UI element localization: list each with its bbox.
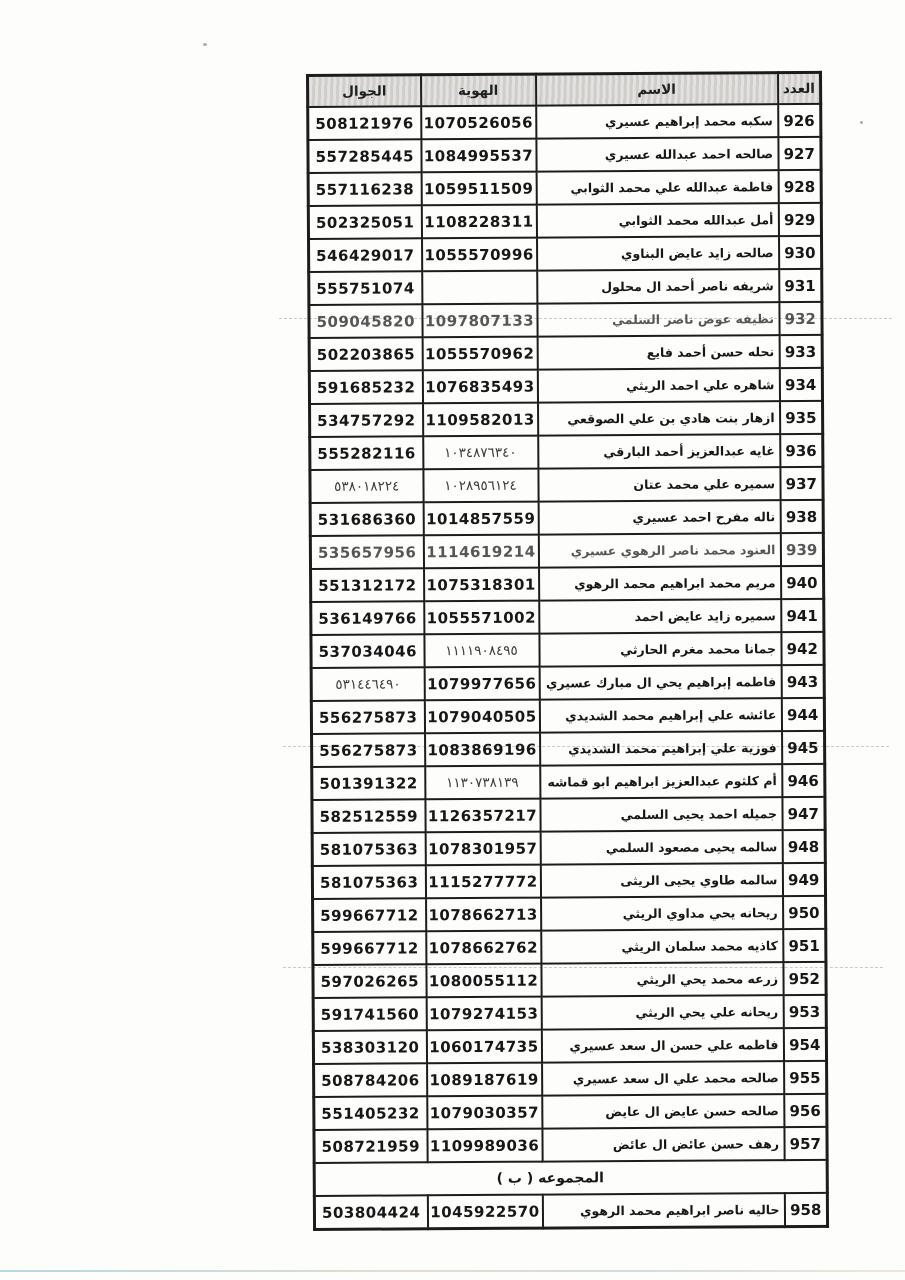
mobile-cell: 599667712 xyxy=(313,931,426,965)
table-row xyxy=(312,731,825,767)
count-cell: 944 xyxy=(781,698,824,731)
mobile-cell: 581075363 xyxy=(312,865,425,899)
roster-table xyxy=(306,71,829,1231)
id-cell: ١٠٣٤٨٧٦٣٤٠ xyxy=(423,436,538,470)
table-body xyxy=(308,104,828,1230)
name-cell: فوزية علي إبراهيم محمد الشديدي xyxy=(540,731,782,765)
table-header-row xyxy=(308,72,821,107)
count-cell: 958 xyxy=(784,1193,827,1227)
table-row xyxy=(308,170,821,206)
mobile-cell: 534757292 xyxy=(310,403,423,437)
table-row xyxy=(310,533,823,569)
table-row xyxy=(312,863,825,899)
name-cell: فاطمه علي حسن ال سعد عسيري xyxy=(541,1028,783,1062)
table-row xyxy=(308,137,821,173)
id-cell: 1055570962 xyxy=(422,337,537,371)
id-cell: 1097807133 xyxy=(422,304,537,338)
name-cell: سالمه يحيى مصعود السلمي xyxy=(540,830,782,864)
id-cell: ١١٣٠٧٣٨١٣٩ xyxy=(425,766,540,800)
count-cell: 942 xyxy=(781,632,824,665)
mobile-cell: 599667712 xyxy=(313,898,426,932)
mobile-cell: 546429017 xyxy=(309,238,422,272)
name-cell: شريفه ناصر أحمد ال محلول xyxy=(537,269,779,303)
mobile-cell: 551312172 xyxy=(311,568,424,602)
count-cell: 949 xyxy=(782,863,825,896)
name-cell: زرعه محمد يحي الريثي xyxy=(541,962,783,996)
name-cell: ريحانه علي يحي الريثي xyxy=(541,995,783,1029)
scan-speck xyxy=(203,43,207,46)
count-cell: 933 xyxy=(779,335,822,368)
table-row xyxy=(312,797,825,833)
table-row xyxy=(311,665,824,701)
count-cell: 929 xyxy=(778,203,821,236)
table-row xyxy=(309,269,822,305)
mobile-cell: 591741560 xyxy=(313,997,426,1031)
mobile-cell: ٥٣١٤٤٦٤٩٠ xyxy=(311,667,424,701)
name-cell: عائشه علي إبراهيم محمد الشديدي xyxy=(539,698,781,732)
name-cell: نظيفه عوض ناصر السلمي xyxy=(537,302,779,336)
table-row xyxy=(309,302,822,338)
id-cell: 1055570996 xyxy=(422,238,537,272)
count-cell: 938 xyxy=(780,500,823,533)
table-row xyxy=(313,995,826,1031)
table-row xyxy=(311,698,824,734)
id-cell: 1070526056 xyxy=(421,106,536,140)
mobile-cell: 536149766 xyxy=(311,601,424,635)
count-cell: 940 xyxy=(781,566,824,599)
count-cell: 954 xyxy=(783,1028,826,1061)
mobile-cell: 557285445 xyxy=(308,139,421,173)
id-cell: 1115277772 xyxy=(425,865,540,899)
mobile-cell: 551405232 xyxy=(314,1096,427,1130)
count-cell: 951 xyxy=(783,929,826,962)
mobile-cell: 508721959 xyxy=(314,1129,427,1163)
name-cell: كاذيه محمد سلمان الريثي xyxy=(541,929,783,963)
id-cell: 1126357217 xyxy=(425,799,540,833)
count-cell: 928 xyxy=(778,170,821,203)
id-cell: 1084995537 xyxy=(421,139,536,173)
table-row xyxy=(314,1094,827,1130)
name-cell: العنود محمد ناصر الرهوي عسيري xyxy=(538,533,780,567)
group-divider-row xyxy=(314,1160,827,1196)
name-cell: فاطمة عبدالله علي محمد الثوابي xyxy=(536,170,778,204)
name-cell: رهف حسن عائض ال عائض xyxy=(542,1127,784,1161)
mobile-cell: ٥٣٨٠١٨٢٢٤ xyxy=(310,469,423,503)
id-cell: 1089187619 xyxy=(427,1063,542,1097)
table-row xyxy=(309,335,822,371)
id-cell: 1109989036 xyxy=(427,1129,542,1163)
table-row xyxy=(309,236,822,272)
count-cell: 952 xyxy=(783,962,826,995)
table-row xyxy=(310,434,823,470)
id-cell: 1055571002 xyxy=(424,601,539,635)
id-cell: 1079274153 xyxy=(426,997,541,1031)
count-cell: 950 xyxy=(783,896,826,929)
id-cell: ١١١١٩٠٨٤٩٥ xyxy=(424,634,539,668)
count-cell: 930 xyxy=(778,236,821,269)
table-row xyxy=(314,1193,827,1230)
scan-speck xyxy=(860,121,863,124)
id-cell: 1059511509 xyxy=(421,172,536,206)
id-cell: 1060174735 xyxy=(426,1030,541,1064)
count-cell: 936 xyxy=(780,434,823,467)
id-cell: 1083869196 xyxy=(425,733,540,767)
mobile-cell: 597026265 xyxy=(313,964,426,998)
name-cell: غايه عبدالعزيز أحمد البارقي xyxy=(538,434,780,468)
id-cell: ١٠٢٨٩٥٦١٢٤ xyxy=(423,469,538,503)
count-cell: 957 xyxy=(784,1127,827,1160)
table-row xyxy=(310,467,823,503)
count-cell: 939 xyxy=(780,533,823,566)
name-cell: حاليه ناصر ابراهيم محمد الرهوي xyxy=(542,1193,784,1228)
mobile-cell: 557116238 xyxy=(308,172,421,206)
name-cell: فاطمه إبراهيم يحي ال مبارك عسيري xyxy=(539,665,781,699)
table-row xyxy=(308,104,821,140)
table-row xyxy=(310,401,823,437)
page-edge-scan-line xyxy=(0,1270,905,1272)
table-row xyxy=(309,368,822,404)
mobile-cell: 555751074 xyxy=(309,271,422,305)
name-cell: مريم محمد ابراهيم محمد الرهوي xyxy=(539,566,781,600)
id-cell: 1108228311 xyxy=(421,205,536,239)
id-cell xyxy=(422,271,537,305)
name-cell: سميره علي محمد عتان xyxy=(538,467,780,501)
name-cell: صالحه زايد عايض البناوي xyxy=(537,236,779,270)
count-cell: 941 xyxy=(781,599,824,632)
count-cell: 956 xyxy=(784,1094,827,1127)
count-cell: 934 xyxy=(779,368,822,401)
name-cell: ريحانه يحي مداوي الريثي xyxy=(541,896,783,930)
id-cell: 1079977656 xyxy=(424,667,539,701)
table-row xyxy=(312,764,825,800)
mobile-cell: 502325051 xyxy=(308,205,421,239)
mobile-cell: 556275873 xyxy=(311,700,424,734)
group-label: المجموعه ( ب ) xyxy=(314,1160,827,1196)
mobile-cell: 531686360 xyxy=(310,502,423,536)
table-row xyxy=(308,203,821,239)
count-cell: 931 xyxy=(779,269,822,302)
count-cell: 937 xyxy=(780,467,823,500)
count-cell: 953 xyxy=(783,995,826,1028)
name-cell: صالحه احمد عبدالله عسيري xyxy=(536,137,778,171)
name-cell: نحله حسن أحمد فايع xyxy=(537,335,779,369)
name-cell: سكبه محمد إبراهيم عسيري xyxy=(536,104,778,138)
id-cell: 1076835493 xyxy=(422,370,537,404)
table-row xyxy=(313,962,826,998)
name-cell: ازهار بنت هادي بن علي الصوقعي xyxy=(538,401,780,435)
mobile-cell: 582512559 xyxy=(312,799,425,833)
table-row xyxy=(313,1028,826,1064)
table-row xyxy=(312,830,825,866)
header-id: الهوية xyxy=(421,74,536,106)
name-cell: أمل عبدالله محمد الثوابي xyxy=(536,203,778,237)
name-cell: جمانا محمد مغرم الحارثي xyxy=(539,632,781,666)
table-row xyxy=(313,929,826,965)
count-cell: 943 xyxy=(781,665,824,698)
table-row xyxy=(311,632,824,668)
count-cell: 926 xyxy=(778,104,821,137)
count-cell: 945 xyxy=(782,731,825,764)
header-count: العدد xyxy=(778,72,821,104)
name-cell: جميله احمد يحيى السلمي xyxy=(540,797,782,831)
header-mobile: الجوال xyxy=(308,75,421,107)
mobile-cell: 509045820 xyxy=(309,304,422,338)
table-row xyxy=(314,1127,827,1163)
name-cell: صالحه حسن عايض ال عايض xyxy=(542,1094,784,1128)
mobile-cell: 503804424 xyxy=(314,1195,427,1229)
id-cell: 1079040505 xyxy=(424,700,539,734)
id-cell: 1075318301 xyxy=(424,568,539,602)
id-cell: 1078301957 xyxy=(425,832,540,866)
count-cell: 946 xyxy=(782,764,825,797)
id-cell: 1078662713 xyxy=(426,898,541,932)
count-cell: 948 xyxy=(782,830,825,863)
id-cell: 1080055112 xyxy=(426,964,541,998)
table-row xyxy=(313,896,826,932)
mobile-cell: 502203865 xyxy=(309,337,422,371)
mobile-cell: 555282116 xyxy=(310,436,423,470)
id-cell: 1079030357 xyxy=(427,1096,542,1130)
table-row xyxy=(314,1061,827,1097)
mobile-cell: 501391322 xyxy=(312,766,425,800)
count-cell: 932 xyxy=(779,302,822,335)
name-cell: شاهره علي احمد الريثي xyxy=(537,368,779,402)
mobile-cell: 556275873 xyxy=(312,733,425,767)
name-cell: سميره زايد عايض احمد xyxy=(539,599,781,633)
id-cell: 1109582013 xyxy=(423,403,538,437)
name-cell: أم كلثوم عبدالعزيز ابراهيم ابو قماشه xyxy=(540,764,782,798)
mobile-cell: 538303120 xyxy=(313,1030,426,1064)
count-cell: 955 xyxy=(784,1061,827,1094)
table-row xyxy=(311,599,824,635)
mobile-cell: 508121976 xyxy=(308,106,421,140)
mobile-cell: 581075363 xyxy=(312,832,425,866)
table-row xyxy=(311,566,824,602)
table-row xyxy=(310,500,823,536)
name-cell: صالحه محمد علي ال سعد عسيري xyxy=(542,1061,784,1095)
id-cell: 1078662762 xyxy=(426,931,541,965)
name-cell: ناله مفرح احمد عسيري xyxy=(538,500,780,534)
mobile-cell: 535657956 xyxy=(310,535,423,569)
mobile-cell: 537034046 xyxy=(311,634,424,668)
id-cell: 1114619214 xyxy=(423,535,538,569)
header-name: الاسم xyxy=(536,73,778,106)
count-cell: 935 xyxy=(780,401,823,434)
id-cell: 1014857559 xyxy=(423,502,538,536)
mobile-cell: 591685232 xyxy=(309,370,422,404)
count-cell: 927 xyxy=(778,137,821,170)
name-cell: سالمه طاوي يحيى الريثى xyxy=(540,863,782,897)
mobile-cell: 508784206 xyxy=(314,1063,427,1097)
count-cell: 947 xyxy=(782,797,825,830)
id-cell: 1045922570 xyxy=(427,1195,542,1229)
